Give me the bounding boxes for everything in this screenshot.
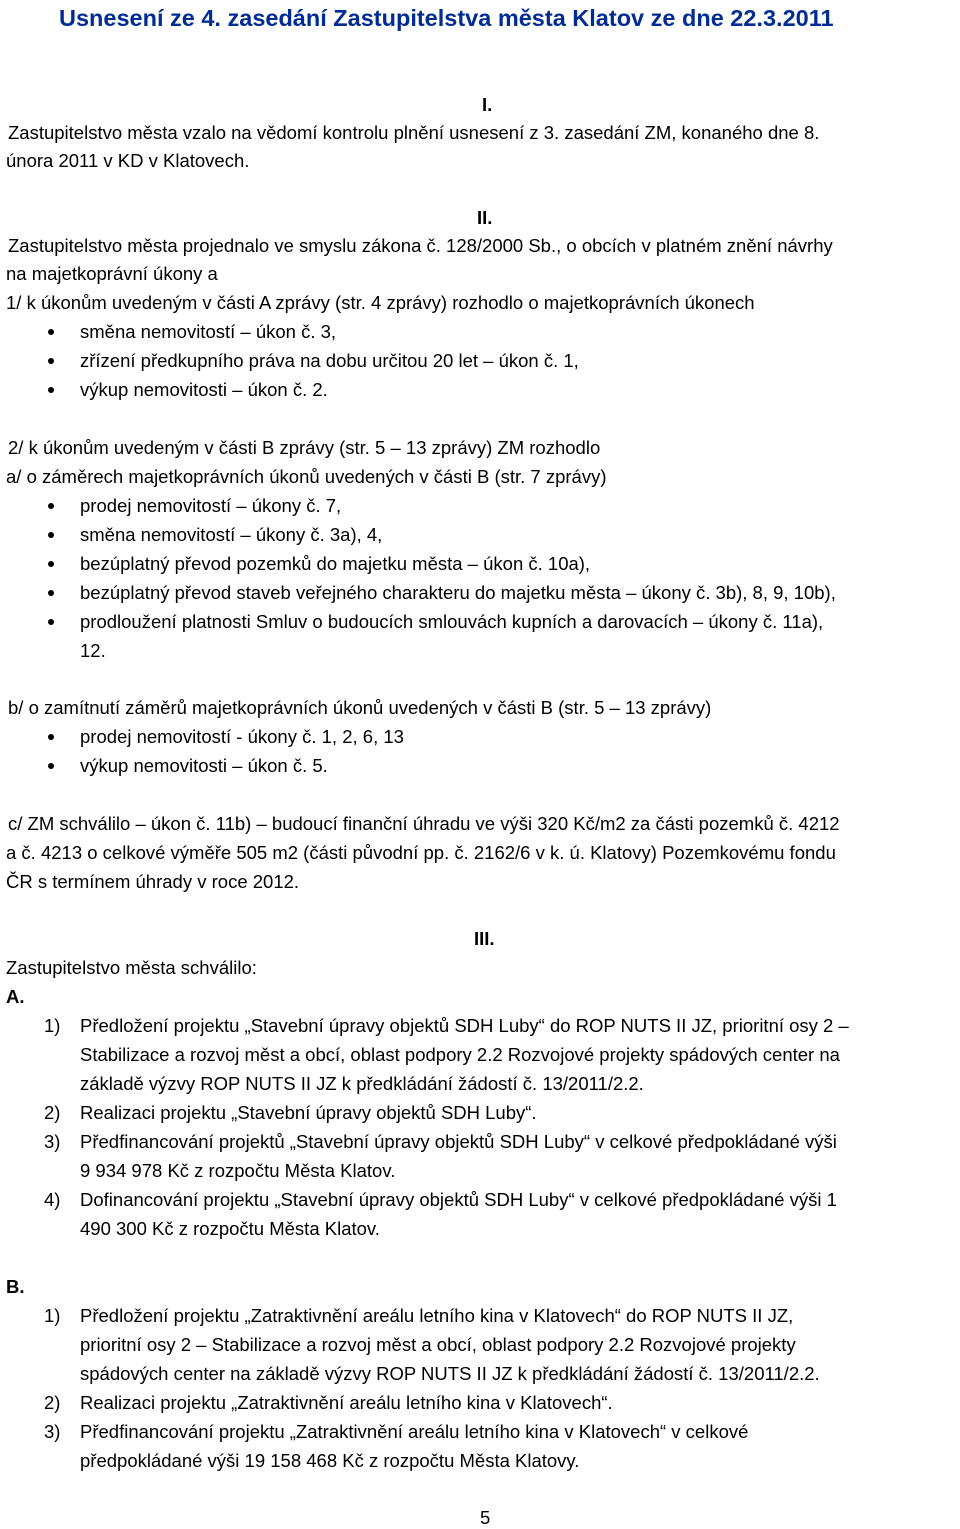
bullet-icon bbox=[48, 590, 54, 596]
paragraph-line: Zastupitelstvo města schválilo: bbox=[6, 957, 257, 978]
item-number: 1) bbox=[44, 1015, 61, 1036]
numbered-item-line: Předfinancování projektů „Stavební úpravy objektů SDH Luby“ v celkové předpokládané výši bbox=[80, 1131, 837, 1152]
list-item-continuation: 12. bbox=[80, 640, 106, 661]
paragraph-line: 1/ k úkonům uvedeným v části A zprávy (str. 4 zprávy) rozhodlo o majetkoprávních úkonech bbox=[6, 292, 755, 313]
item-number: 1) bbox=[44, 1305, 61, 1326]
bullet-icon bbox=[48, 532, 54, 538]
bullet-icon bbox=[48, 329, 54, 335]
section-heading-1: I. bbox=[482, 94, 493, 115]
paragraph-line: Zastupitelstvo města vzalo na vědomí kontrolu plnění usnesení z 3. zasedání ZM, konaného dne 8. bbox=[8, 122, 820, 143]
paragraph-line: února 2011 v KD v Klatovech. bbox=[6, 150, 250, 171]
list-item: bezúplatný převod pozemků do majetku města – úkon č. 10a), bbox=[80, 553, 591, 574]
paragraph-line: b/ o zamítnutí záměrů majetkoprávních úkonů uvedených v části B (str. 5 – 13 zprávy) bbox=[8, 697, 712, 718]
bullet-icon bbox=[48, 734, 54, 740]
list-item: zřízení předkupního práva na dobu určitou 20 let – úkon č. 1, bbox=[80, 350, 579, 371]
section-heading-2: II. bbox=[477, 207, 493, 228]
numbered-item-line: Realizaci projektu „Stavební úpravy objektů SDH Luby“. bbox=[80, 1102, 537, 1123]
item-number: 2) bbox=[44, 1392, 61, 1413]
section-heading-3: III. bbox=[474, 928, 495, 949]
numbered-item-line: základě výzvy ROP NUTS II JZ k předkládání žádostí č. 13/2011/2.2. bbox=[80, 1073, 644, 1094]
paragraph-line: c/ ZM schválilo – úkon č. 11b) – budoucí finanční úhradu ve výši 320 Kč/m2 za části pozemků č. 4212 bbox=[8, 813, 840, 834]
bullet-icon bbox=[48, 561, 54, 567]
list-item: směna nemovitostí – úkony č. 3a), 4, bbox=[80, 524, 383, 545]
document-title: Usnesení ze 4. zasedání Zastupitelstva města Klatov ze dne 22.3.2011 bbox=[59, 5, 834, 31]
subsection-label-b: B. bbox=[6, 1276, 25, 1297]
numbered-item-line: Předložení projektu „Zatraktivnění areálu letního kina v Klatovech“ do ROP NUTS II JZ, bbox=[80, 1305, 794, 1326]
numbered-item-line: Stabilizace a rozvoj měst a obcí, oblast podpory 2.2 Rozvojové projekty spádových center na bbox=[80, 1044, 840, 1065]
item-number: 3) bbox=[44, 1421, 61, 1442]
numbered-item-line: spádových center na základě výzvy ROP NUTS II JZ k předkládání žádostí č. 13/2011/2.2. bbox=[80, 1363, 820, 1384]
numbered-item-line: Dofinancování projektu „Stavební úpravy objektů SDH Luby“ v celkové předpokládané výši 1 bbox=[80, 1189, 837, 1210]
paragraph-line: na majetkoprávní úkony a bbox=[6, 263, 218, 284]
list-item: prodej nemovitostí – úkony č. 7, bbox=[80, 495, 342, 516]
list-item: prodloužení platnosti Smluv o budoucích smlouvách kupních a darovacích – úkony č. 11a), bbox=[80, 611, 824, 632]
numbered-item-line: Realizaci projektu „Zatraktivnění areálu letního kina v Klatovech“. bbox=[80, 1392, 613, 1413]
numbered-item-line: Předfinancování projektu „Zatraktivnění areálu letního kina v Klatovech“ v celkové bbox=[80, 1421, 749, 1442]
numbered-item-line: prioritní osy 2 – Stabilizace a rozvoj měst a obcí, oblast podpory 2.2 Rozvojové projekty bbox=[80, 1334, 796, 1355]
numbered-item-line: Předložení projektu „Stavební úpravy objektů SDH Luby“ do ROP NUTS II JZ, prioritní osy 2 – bbox=[80, 1015, 849, 1036]
numbered-item-line: 9 934 978 Kč z rozpočtu Města Klatov. bbox=[80, 1160, 396, 1181]
list-item: bezúplatný převod staveb veřejného charakteru do majetku města – úkony č. 3b), 8, 9, 10b), bbox=[80, 582, 836, 603]
paragraph-line: a/ o záměrech majetkoprávních úkonů uvedených v části B (str. 7 zprávy) bbox=[6, 466, 607, 487]
paragraph-line: a č. 4213 o celkové výměře 505 m2 (části původní pp. č. 2162/6 v k. ú. Klatovy) Pozemkovému fondu bbox=[6, 842, 836, 863]
paragraph-line: ČR s termínem úhrady v roce 2012. bbox=[6, 871, 300, 892]
numbered-item-line: předpokládané výši 19 158 468 Kč z rozpočtu Města Klatovy. bbox=[80, 1450, 580, 1471]
item-number: 4) bbox=[44, 1189, 61, 1210]
paragraph-line: Zastupitelstvo města projednalo ve smyslu zákona č. 128/2000 Sb., o obcích v platném znění návrhy bbox=[8, 235, 833, 256]
list-item: směna nemovitostí – úkon č. 3, bbox=[80, 321, 337, 342]
list-item: výkup nemovitosti – úkon č. 5. bbox=[80, 755, 328, 776]
bullet-icon bbox=[48, 358, 54, 364]
bullet-icon bbox=[48, 387, 54, 393]
item-number: 2) bbox=[44, 1102, 61, 1123]
list-item: výkup nemovitosti – úkon č. 2. bbox=[80, 379, 328, 400]
page-number: 5 bbox=[480, 1507, 491, 1528]
bullet-icon bbox=[48, 619, 54, 625]
numbered-item-line: 490 300 Kč z rozpočtu Města Klatov. bbox=[80, 1218, 380, 1239]
bullet-icon bbox=[48, 763, 54, 769]
item-number: 3) bbox=[44, 1131, 61, 1152]
list-item: prodej nemovitostí - úkony č. 1, 2, 6, 13 bbox=[80, 726, 404, 747]
paragraph-line: 2/ k úkonům uvedeným v části B zprávy (str. 5 – 13 zprávy) ZM rozhodlo bbox=[8, 437, 601, 458]
bullet-icon bbox=[48, 503, 54, 509]
subsection-label-a: A. bbox=[6, 986, 25, 1007]
